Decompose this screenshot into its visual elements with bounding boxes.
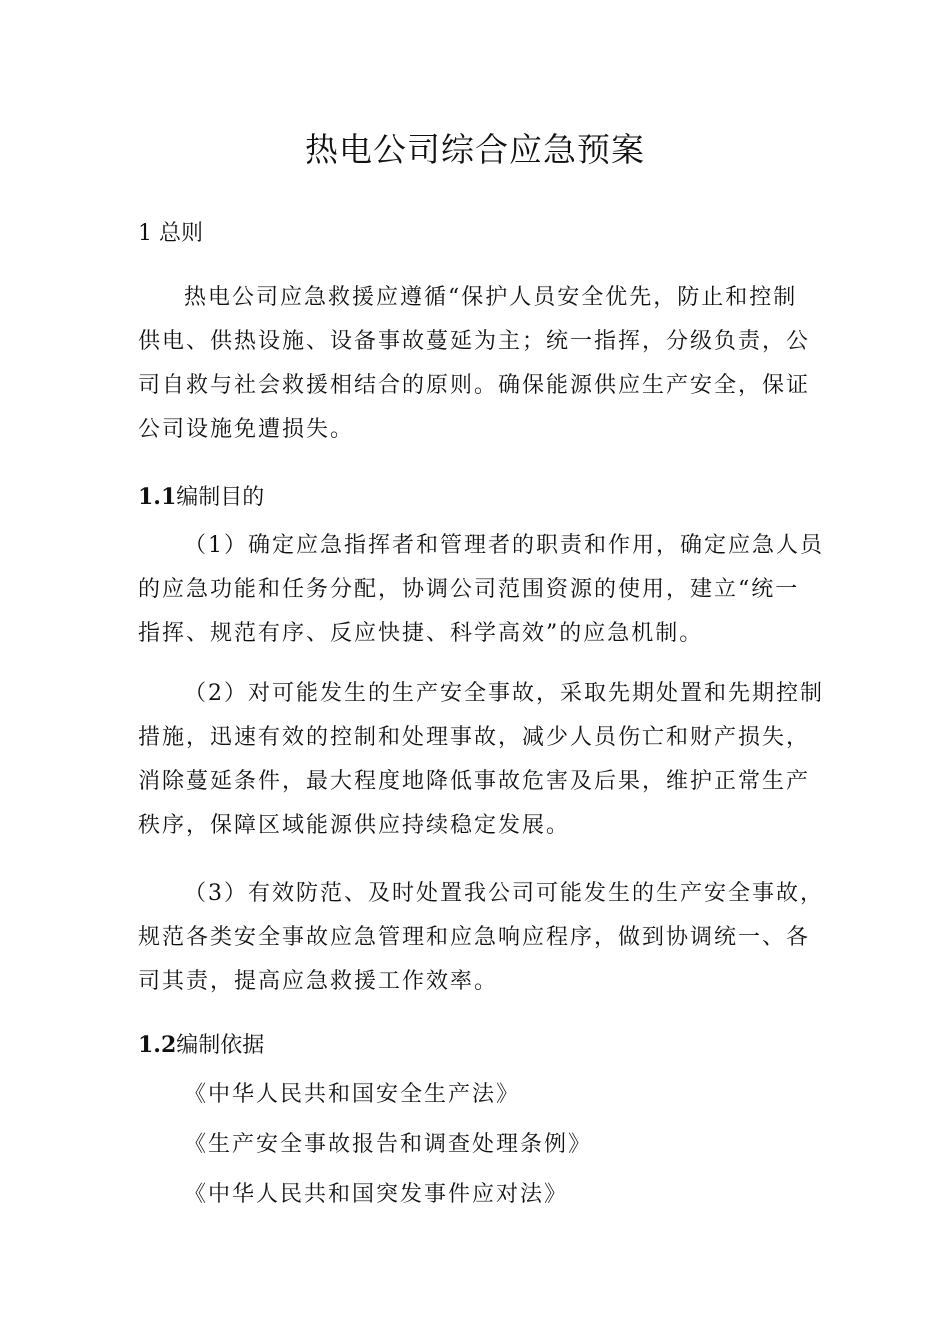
paragraph-line: 指挥、规范有序、反应快捷、科学高效”的应急机制。 [138,621,704,646]
paragraph-line: 司其责，提高应急救援工作效率。 [138,969,499,994]
section-number: 1 [138,221,152,246]
section-title: 编制目的 [176,485,265,510]
section-title: 总则 [159,221,204,246]
reference-item: 《中华人民共和国突发事件应对法》 [184,1182,569,1207]
paragraph-line: 供电、供热设施、设备事故蔓延为主；统一指挥，分级负责，公 [138,329,811,354]
paragraph-line: 热电公司应急救援应遵循“保护人员安全优先，防止和控制 [184,285,798,310]
paragraph-line: （1）确定应急指挥者和管理者的职责和作用，确定应急人员 [184,533,824,558]
intro-paragraph [138,276,812,452]
paragraph-line: 的应急功能和任务分配，协调公司范围资源的使用，建立“统一 [138,577,800,602]
paragraph-line: 司自救与社会救援相结合的原则。确保能源供应生产安全，保证 [138,373,811,398]
section-title: 编制依据 [176,1033,265,1058]
paragraph-line: 消除蔓延条件，最大程度地降低事故危害及后果，维护正常生产 [138,769,811,794]
reference-item: 《生产安全事故报告和调查处理条例》 [184,1132,593,1157]
paragraph-line: 公司设施免遭损失。 [138,417,355,442]
purpose-item-1 [138,524,824,656]
section-heading-1-2 [138,1030,264,1061]
section-number: 1.2 [138,1032,177,1058]
paragraph-line: 措施，迅速有效的控制和处理事故，减少人员伤亡和财产损失， [138,725,811,750]
reference-item: 《中华人民共和国安全生产法》 [184,1082,521,1107]
section-heading-1 [138,219,203,249]
section-heading-1-1 [138,482,264,513]
paragraph-line: （3）有效防范、及时处置我公司可能发生的生产安全事故， [184,881,824,906]
document-title: 热电公司综合应急预案 [305,130,645,169]
purpose-item-2 [138,672,824,848]
section-number: 1.1 [138,484,177,510]
paragraph-line: 规范各类安全事故应急管理和应急响应程序，做到协调统一、各 [138,925,811,950]
paragraph-line: （2）对可能发生的生产安全事故，采取先期处置和先期控制 [184,681,824,706]
paragraph-line: 秩序，保障区域能源供应持续稳定发展。 [138,813,571,838]
purpose-item-3 [138,872,824,1004]
